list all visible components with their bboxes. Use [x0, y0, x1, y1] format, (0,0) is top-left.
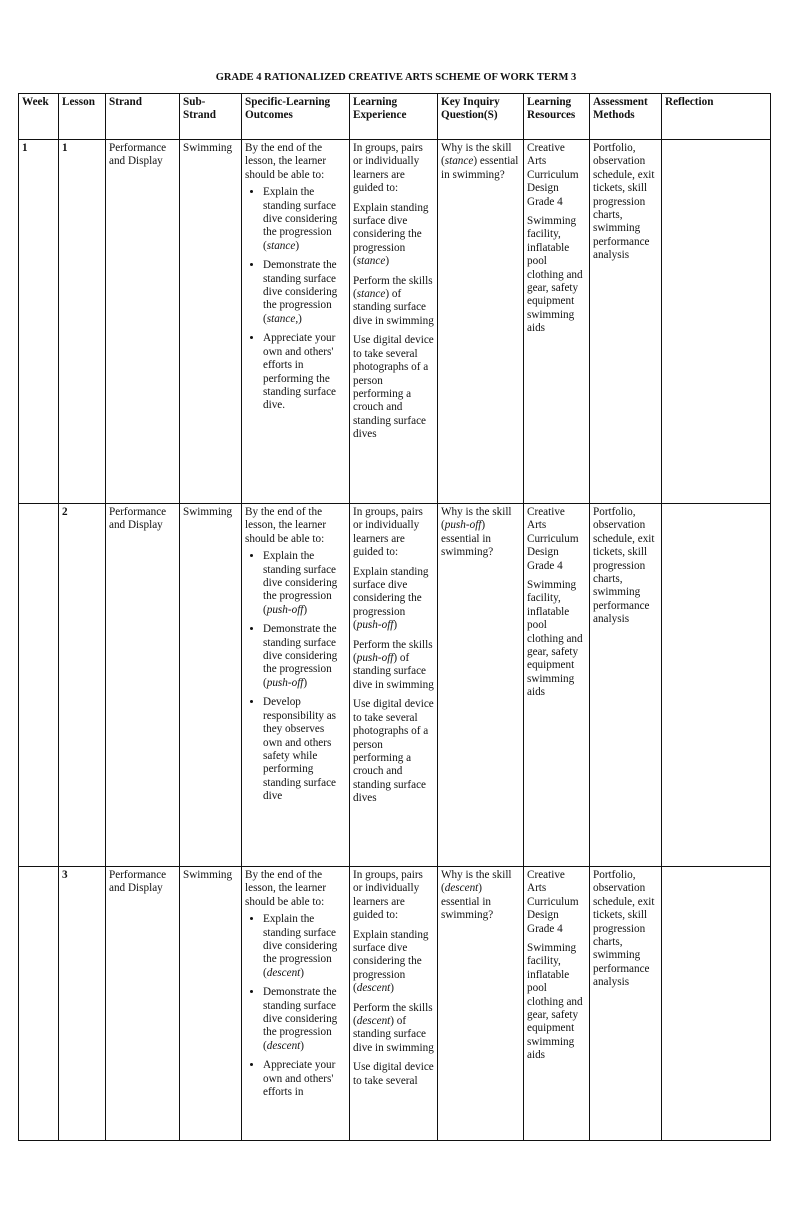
- experience-text: Perform the skills (: [353, 274, 433, 301]
- resource-item: Creative Arts Curriculum Design Grade 4: [527, 869, 579, 935]
- sub-strand-cell: Swimming: [180, 140, 242, 504]
- resources-cell: [524, 867, 590, 1141]
- experience-emphasis: descent: [356, 1015, 391, 1028]
- week-cell: 1: [19, 140, 59, 504]
- experience-text: Explain standing surface dive considering the progression (: [353, 928, 429, 995]
- outcomes-cell: [242, 140, 350, 504]
- experience-text-end: ): [390, 982, 395, 995]
- question-text: Why is the skill (: [441, 869, 512, 895]
- outcome-item: [263, 259, 346, 326]
- experience-item: [353, 1002, 434, 1056]
- question-text-end: ) essential in swimming?: [441, 882, 494, 922]
- outcome-text: Explain the standing surface dive considering the progression (: [263, 913, 338, 979]
- header-reflection: Reflection: [662, 94, 771, 140]
- experience-item: [353, 566, 434, 633]
- experience-text-end: ): [393, 619, 398, 632]
- assessment-cell: Portfolio, observation schedule, exit tickets, skill progression charts, swimming performance analysis: [590, 867, 662, 1141]
- week-cell: [19, 867, 59, 1141]
- experience-text-end: ) of standing surface dive in swimming: [353, 652, 434, 691]
- assessment-cell: Portfolio, observation schedule, exit tickets, skill progression charts, swimming performance analysis: [590, 140, 662, 504]
- inquiry-cell: [438, 867, 524, 1141]
- outcome-emphasis: push-off: [266, 603, 304, 616]
- experience-text: Use digital device to take several photographs of a person performing a crouch and standing surface dives: [353, 334, 434, 441]
- header-strand: Strand: [106, 94, 180, 140]
- outcome-text-end: ): [303, 603, 308, 616]
- header-outcomes: Specific-Learning Outcomes: [242, 94, 350, 140]
- outcomes-list: [245, 913, 346, 1099]
- outcome-text-end: ): [298, 312, 302, 325]
- experience-text: Use digital device to take several photographs of a person performing a crouch and standing surface dives: [353, 698, 434, 805]
- outcome-text: Explain the standing surface dive considering the progression (: [263, 186, 338, 252]
- header-sub-strand: Sub-Strand: [180, 94, 242, 140]
- outcome-item: [263, 1059, 346, 1099]
- outcomes-cell: [242, 504, 350, 867]
- outcome-item: [263, 696, 346, 803]
- outcome-text-end: ): [303, 676, 308, 689]
- experience-item: [353, 698, 434, 805]
- experience-emphasis: stance: [356, 255, 386, 268]
- header-inquiry: Key Inquiry Question(S): [438, 94, 524, 140]
- experience-intro: In groups, pairs or individually learners are guided to:: [353, 869, 423, 922]
- experience-text-end: ) of standing surface dive in swimming: [353, 1015, 434, 1054]
- outcomes-list: [245, 186, 346, 413]
- outcome-item: [263, 913, 346, 980]
- experience-emphasis: descent: [356, 982, 391, 995]
- resource-item: Swimming facility, inflatable pool clothing and gear, safety equipment swimming aids: [527, 579, 583, 699]
- scheme-of-work-table: [18, 93, 771, 1141]
- experience-cell: [350, 504, 438, 867]
- outcome-text-end: ): [300, 966, 305, 979]
- lesson-cell: 3: [59, 867, 106, 1141]
- experience-intro: In groups, pairs or individually learners are guided to:: [353, 142, 423, 195]
- strand-cell: Performance and Display: [106, 867, 180, 1141]
- reflection-cell: [662, 140, 771, 504]
- header-resources: Learning Resources: [524, 94, 590, 140]
- outcome-emphasis: stance,: [266, 312, 299, 325]
- header-lesson: Lesson: [59, 94, 106, 140]
- experience-text: Perform the skills (: [353, 638, 433, 665]
- resource-item: Swimming facility, inflatable pool clothing and gear, safety equipment swimming aids: [527, 215, 583, 335]
- assessment-cell: Portfolio, observation schedule, exit tickets, skill progression charts, swimming performance analysis: [590, 504, 662, 867]
- outcome-text: Explain the standing surface dive considering the progression (: [263, 550, 338, 616]
- outcome-item: [263, 332, 346, 412]
- sub-strand-cell: Swimming: [180, 504, 242, 867]
- resource-item: Swimming facility, inflatable pool clothing and gear, safety equipment swimming aids: [527, 942, 583, 1062]
- lesson-row: [19, 867, 771, 1141]
- resource-item: Creative Arts Curriculum Design Grade 4: [527, 142, 579, 208]
- experience-text-end: ) of standing surface dive in swimming: [353, 288, 434, 327]
- experience-emphasis: push-off: [356, 652, 394, 665]
- outcome-text-end: ): [295, 239, 300, 252]
- outcome-text: Appreciate your own and others' efforts in performing the standing surface dive.: [263, 332, 337, 412]
- question-text-end: ) essential in swimming?: [441, 519, 494, 559]
- experience-emphasis: stance: [356, 288, 386, 301]
- outcomes-cell: [242, 867, 350, 1141]
- outcome-emphasis: descent: [266, 966, 301, 979]
- question-emphasis: push-off: [444, 519, 482, 532]
- experience-intro: In groups, pairs or individually learners are guided to:: [353, 506, 423, 559]
- outcome-text: Appreciate your own and others' efforts in: [263, 1059, 336, 1099]
- experience-emphasis: push-off: [356, 619, 394, 632]
- strand-cell: Performance and Display: [106, 504, 180, 867]
- lesson-cell: 2: [59, 504, 106, 867]
- outcomes-intro: By the end of the lesson, the learner should be able to:: [245, 142, 327, 181]
- inquiry-cell: [438, 140, 524, 504]
- outcome-emphasis: push-off: [266, 676, 304, 689]
- week-cell: [19, 504, 59, 867]
- outcomes-intro: By the end of the lesson, the learner should be able to:: [245, 506, 327, 545]
- resource-item: Creative Arts Curriculum Design Grade 4: [527, 506, 579, 572]
- reflection-cell: [662, 867, 771, 1141]
- lesson-cell: 1: [59, 140, 106, 504]
- question-text-end: ) essential in swimming?: [441, 155, 519, 181]
- reflection-cell: [662, 504, 771, 867]
- header-row: [19, 94, 771, 140]
- outcome-text: Demonstrate the standing surface dive considering the progression (: [263, 986, 338, 1052]
- outcome-text: Demonstrate the standing surface dive considering the progression (: [263, 259, 338, 325]
- outcome-text-end: ): [300, 1039, 305, 1052]
- experience-text: Use digital device to take several: [353, 1061, 434, 1087]
- lesson-row: [19, 504, 771, 867]
- experience-item: [353, 929, 434, 996]
- question-emphasis: descent: [444, 882, 479, 895]
- question-text: Why is the skill (: [441, 142, 512, 168]
- outcome-item: [263, 986, 346, 1053]
- experience-text-end: ): [385, 255, 390, 268]
- header-experience: Learning Experience: [350, 94, 438, 140]
- question-text: Why is the skill (: [441, 506, 512, 532]
- experience-item: [353, 1061, 434, 1088]
- experience-item: [353, 639, 434, 693]
- header-assessment: Assessment Methods: [590, 94, 662, 140]
- inquiry-cell: [438, 504, 524, 867]
- experience-item: [353, 334, 434, 441]
- outcomes-intro: By the end of the lesson, the learner should be able to:: [245, 869, 327, 908]
- experience-text: Explain standing surface dive considering the progression (: [353, 201, 429, 268]
- sub-strand-cell: Swimming: [180, 867, 242, 1141]
- document-title: GRADE 4 RATIONALIZED CREATIVE ARTS SCHEME OF WORK TERM 3: [215, 72, 577, 83]
- outcome-item: [263, 186, 346, 253]
- resources-cell: [524, 504, 590, 867]
- outcome-item: [263, 623, 346, 690]
- resources-cell: [524, 140, 590, 504]
- experience-cell: [350, 140, 438, 504]
- outcomes-list: [245, 550, 346, 803]
- header-week: Week: [19, 94, 59, 140]
- experience-text: Perform the skills (: [353, 1001, 433, 1028]
- experience-cell: [350, 867, 438, 1141]
- outcome-item: [263, 550, 346, 617]
- experience-text: Explain standing surface dive considering the progression (: [353, 565, 429, 632]
- outcome-emphasis: descent: [266, 1039, 301, 1052]
- outcome-text: Develop responsibility as they observes own and others safety while performing standing surface dive: [263, 696, 337, 803]
- experience-item: [353, 202, 434, 269]
- question-emphasis: stance: [444, 155, 474, 168]
- outcome-text: Demonstrate the standing surface dive considering the progression (: [263, 623, 338, 689]
- outcome-emphasis: stance: [266, 239, 296, 252]
- lesson-row: [19, 140, 771, 504]
- strand-cell: Performance and Display: [106, 140, 180, 504]
- experience-item: [353, 275, 434, 329]
